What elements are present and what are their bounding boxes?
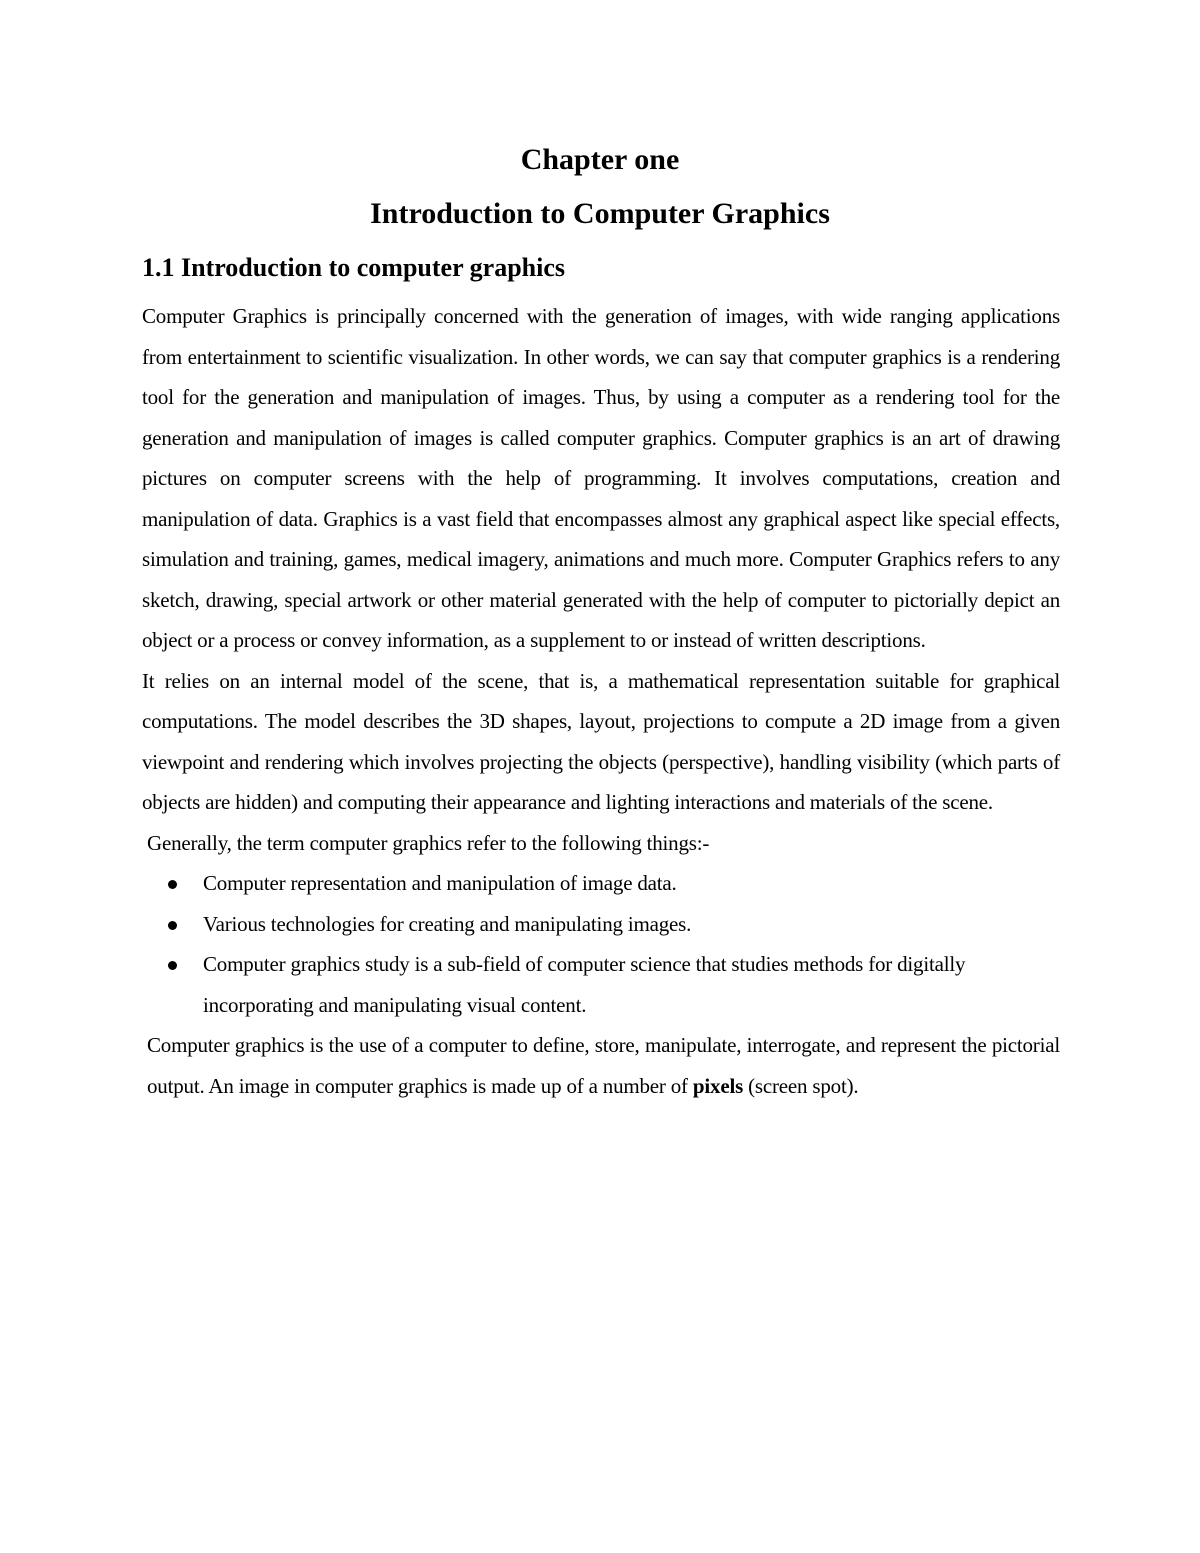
bullet-list: [142, 863, 1060, 1025]
paragraph-definition-text-end: (screen spot).: [743, 1073, 859, 1098]
list-item-text: Computer graphics study is a sub-field of computer science that studies methods for digitally incorporating and manipulating visual content.: [203, 952, 966, 1017]
chapter-title: Introduction to Computer Graphics: [370, 197, 830, 230]
pixels-term: pixels: [692, 1073, 744, 1098]
bullet-icon: [168, 961, 177, 970]
chapter-label: Chapter one: [520, 143, 680, 176]
list-item: [142, 904, 1060, 945]
bullet-icon: [168, 921, 177, 930]
list-item: [142, 863, 1060, 904]
paragraph-intro: Computer Graphics is principally concerned with the generation of images, with wide ranging applications from entertainment to scientific visualization. In other words, we can say that computer graphics is a rendering tool for the generation and manipulation of images. Thus, by using a computer as a rendering tool for the generation and manipulation of images is called computer graphics. Computer graphics is an art of drawing pictures on computer screens with the help of programming. It involves computations, creation and manipulation of data. Graphics is a vast field that encompasses almost any graphical aspect like special effects, simulation and training, games, medical imagery, animations and much more. Computer Graphics refers to any sketch, drawing, special artwork or other material generated with the help of computer to pictorially depict an object or a process or convey information, as a supplement to or instead of written descriptions.: [142, 304, 1060, 652]
bullet-icon: [168, 880, 177, 889]
list-item-text: Computer representation and manipulation of image data.: [203, 871, 677, 895]
paragraph-list-intro: Generally, the term computer graphics refer to the following things:-: [147, 830, 710, 855]
document-body: [142, 296, 1060, 1106]
section-heading: 1.1 Introduction to computer graphics: [142, 253, 565, 282]
list-item-text: Various technologies for creating and manipulating images.: [203, 911, 692, 936]
paragraph-internal-model: It relies on an internal model of the scene, that is, a mathematical representation suitable for graphical computations. The model describes the 3D shapes, layout, projections to compute a 2D image from a given viewpoint and rendering which involves projecting the objects (perspective), handling visibility (which parts of objects are hidden) and computing their appearance and lighting interactions and materials of the scene.: [142, 668, 1060, 814]
paragraph-definition: [142, 1025, 1060, 1106]
paragraph-definition-text-start: Computer graphics is the use of a computer to define, store, manipulate, interrogate, and represent the pictorial output. An image in computer graphics is made up of a number of: [147, 1033, 1060, 1098]
list-item: [142, 944, 1060, 1025]
